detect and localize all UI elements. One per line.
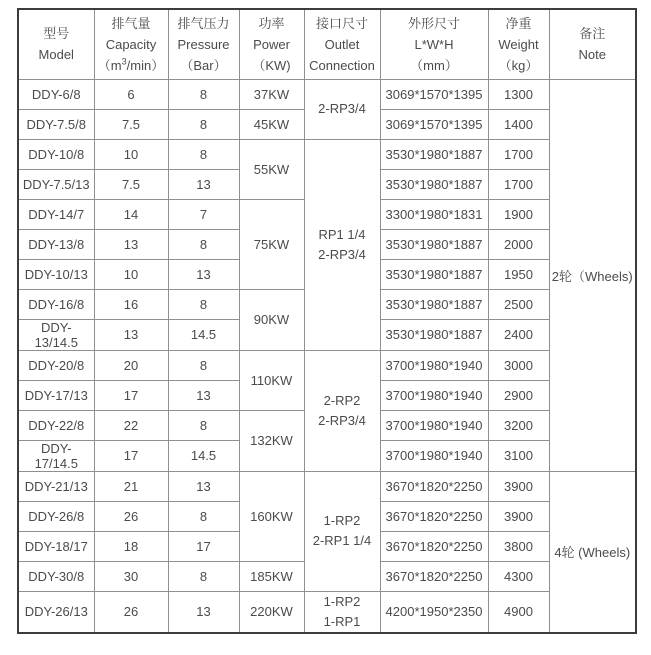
model-cell: DDY-6/8: [18, 79, 94, 109]
col-header-outlet: [304, 9, 380, 79]
capacity-cell: 21: [94, 471, 168, 501]
header-model-zh: 型号: [43, 26, 70, 42]
model-cell: DDY-17/14.5: [18, 440, 94, 471]
dimensions-cell: 3530*1980*1887: [380, 259, 488, 289]
header-row: [18, 9, 636, 79]
weight-cell: 3900: [488, 501, 549, 531]
dimensions-cell: 3670*1820*2250: [380, 471, 488, 501]
power-cell: 185KW: [239, 561, 304, 591]
capacity-cell: 10: [94, 259, 168, 289]
col-header-pressure: [168, 9, 239, 79]
header-weight-zh: 净重: [505, 15, 532, 31]
pressure-cell: 7: [168, 199, 239, 229]
header-outlet-en1: Outlet: [324, 36, 360, 52]
weight-cell: 2000: [488, 229, 549, 259]
model-cell: DDY-26/13: [18, 591, 94, 633]
weight-cell: 1900: [488, 199, 549, 229]
dimensions-cell: 3530*1980*1887: [380, 139, 488, 169]
weight-cell: 2500: [488, 289, 549, 319]
model-cell: DDY-30/8: [18, 561, 94, 591]
spec-table: [17, 8, 637, 634]
model-cell: DDY-13/8: [18, 229, 94, 259]
capacity-cell: 18: [94, 531, 168, 561]
model-cell: DDY-22/8: [18, 410, 94, 440]
weight-cell: 3200: [488, 410, 549, 440]
header-power-unit: （KW): [252, 57, 291, 73]
outlet-cell: 1-RP2 1-RP1: [304, 591, 380, 633]
table-row: [18, 471, 636, 501]
header-outlet-en2: Connection: [309, 57, 375, 73]
model-cell: DDY-7.5/8: [18, 109, 94, 139]
capacity-cell: 20: [94, 350, 168, 380]
header-pressure-en: Pressure: [177, 36, 230, 52]
weight-cell: 1300: [488, 79, 549, 109]
weight-cell: 2900: [488, 380, 549, 410]
pressure-cell: 8: [168, 350, 239, 380]
power-cell: 55KW: [239, 139, 304, 199]
capacity-cell: 17: [94, 440, 168, 471]
weight-cell: 3000: [488, 350, 549, 380]
power-cell: 220KW: [239, 591, 304, 633]
pressure-cell: 8: [168, 501, 239, 531]
capacity-cell: 22: [94, 410, 168, 440]
pressure-cell: 17: [168, 531, 239, 561]
power-cell: 45KW: [239, 109, 304, 139]
dimensions-cell: 3530*1980*1887: [380, 169, 488, 199]
header-power-zh: 功率: [258, 15, 285, 31]
header-capacity-unit: $(m^3/\min)$: [97, 56, 165, 73]
table-row: [18, 591, 636, 633]
table-row: [18, 79, 636, 109]
model-cell: DDY-10/13: [18, 259, 94, 289]
header-capacity-zh: 排气量: [111, 15, 151, 31]
capacity-cell: 26: [94, 591, 168, 633]
dimensions-cell: 3700*1980*1940: [380, 350, 488, 380]
dimensions-cell: 3700*1980*1940: [380, 410, 488, 440]
header-note-zh: 备注: [579, 26, 606, 42]
header-dimensions-unit: （mm）: [410, 57, 458, 73]
weight-cell: 1400: [488, 109, 549, 139]
dimensions-cell: 3530*1980*1887: [380, 319, 488, 350]
power-cell: 37KW: [239, 79, 304, 109]
col-header-dimensions: [380, 9, 488, 79]
pressure-cell: 8: [168, 139, 239, 169]
capacity-cell: 13: [94, 319, 168, 350]
power-cell: 110KW: [239, 350, 304, 410]
pressure-cell: 13: [168, 380, 239, 410]
table-row: [18, 139, 636, 169]
col-header-note: [549, 9, 636, 79]
weight-cell: 1950: [488, 259, 549, 289]
dimensions-cell: 3670*1820*2250: [380, 501, 488, 531]
pressure-cell: 8: [168, 79, 239, 109]
spec-table-body: [18, 79, 636, 633]
dimensions-cell: 4200*1950*2350: [380, 591, 488, 633]
outlet-cell: 2-RP3/4: [304, 79, 380, 139]
dimensions-cell: 3300*1980*1831: [380, 199, 488, 229]
pressure-cell: 8: [168, 289, 239, 319]
capacity-cell: 7.5: [94, 169, 168, 199]
dimensions-cell: 3700*1980*1940: [380, 440, 488, 471]
dimensions-cell: 3700*1980*1940: [380, 380, 488, 410]
pressure-cell: 8: [168, 410, 239, 440]
outlet-cell: RP1 1/4 2-RP3/4: [304, 139, 380, 350]
header-capacity-en: Capacity: [105, 36, 157, 52]
weight-cell: 1700: [488, 169, 549, 199]
dimensions-cell: 3670*1820*2250: [380, 561, 488, 591]
note-cell: 2轮（Wheels): [549, 79, 636, 471]
col-header-capacity: [94, 9, 168, 79]
header-pressure-zh: 排气压力: [177, 15, 230, 31]
weight-cell: 3900: [488, 471, 549, 501]
model-cell: DDY-20/8: [18, 350, 94, 380]
weight-cell: 2400: [488, 319, 549, 350]
model-cell: DDY-13/14.5: [18, 319, 94, 350]
capacity-cell: 17: [94, 380, 168, 410]
header-note-en: Note: [578, 47, 606, 63]
capacity-cell: 7.5: [94, 109, 168, 139]
outlet-cell: 1-RP2 2-RP1 1/4: [304, 471, 380, 591]
pressure-cell: 8: [168, 109, 239, 139]
pressure-cell: 13: [168, 259, 239, 289]
capacity-cell: 30: [94, 561, 168, 591]
weight-cell: 3100: [488, 440, 549, 471]
col-header-weight: [488, 9, 549, 79]
header-pressure-unit: （Bar）: [180, 57, 227, 73]
model-cell: DDY-18/17: [18, 531, 94, 561]
col-header-power: [239, 9, 304, 79]
weight-cell: 3800: [488, 531, 549, 561]
model-cell: DDY-10/8: [18, 139, 94, 169]
header-weight-unit: （kg）: [498, 57, 539, 73]
capacity-cell: 10: [94, 139, 168, 169]
pressure-cell: 13: [168, 169, 239, 199]
capacity-cell: 26: [94, 501, 168, 531]
model-cell: DDY-21/13: [18, 471, 94, 501]
header-weight-en: Weight: [498, 36, 539, 52]
model-cell: DDY-17/13: [18, 380, 94, 410]
model-cell: DDY-7.5/13: [18, 169, 94, 199]
dimensions-cell: 3530*1980*1887: [380, 229, 488, 259]
weight-cell: 1700: [488, 139, 549, 169]
dimensions-cell: 3530*1980*1887: [380, 289, 488, 319]
pressure-cell: 14.5: [168, 319, 239, 350]
header-dimensions-en: L*W*H: [414, 36, 454, 52]
header-outlet-zh: 接口尺寸: [315, 15, 368, 31]
note-cell: 4轮 (Wheels): [549, 471, 636, 633]
pressure-cell: 13: [168, 471, 239, 501]
pressure-cell: 8: [168, 561, 239, 591]
model-cell: DDY-16/8: [18, 289, 94, 319]
spec-table-container: [17, 8, 637, 634]
capacity-cell: 16: [94, 289, 168, 319]
capacity-cell: 13: [94, 229, 168, 259]
col-header-model: [18, 9, 94, 79]
pressure-cell: 13: [168, 591, 239, 633]
power-cell: 132KW: [239, 410, 304, 471]
spec-table-header: [18, 9, 636, 79]
power-cell: 75KW: [239, 199, 304, 289]
capacity-cell: 6: [94, 79, 168, 109]
outlet-cell: 2-RP2 2-RP3/4: [304, 350, 380, 471]
header-dimensions-zh: 外形尺寸: [407, 15, 460, 31]
pressure-cell: 8: [168, 229, 239, 259]
table-row: [18, 350, 636, 380]
header-power-en: Power: [253, 36, 290, 52]
model-cell: DDY-14/7: [18, 199, 94, 229]
dimensions-cell: 3069*1570*1395: [380, 109, 488, 139]
model-cell: DDY-26/8: [18, 501, 94, 531]
dimensions-cell: 3069*1570*1395: [380, 79, 488, 109]
header-model-en: Model: [38, 47, 74, 63]
weight-cell: 4300: [488, 561, 549, 591]
pressure-cell: 14.5: [168, 440, 239, 471]
capacity-unit-superscript: 3: [121, 56, 127, 67]
weight-cell: 4900: [488, 591, 549, 633]
power-cell: 160KW: [239, 471, 304, 561]
dimensions-cell: 3670*1820*2250: [380, 531, 488, 561]
power-cell: 90KW: [239, 289, 304, 350]
capacity-cell: 14: [94, 199, 168, 229]
